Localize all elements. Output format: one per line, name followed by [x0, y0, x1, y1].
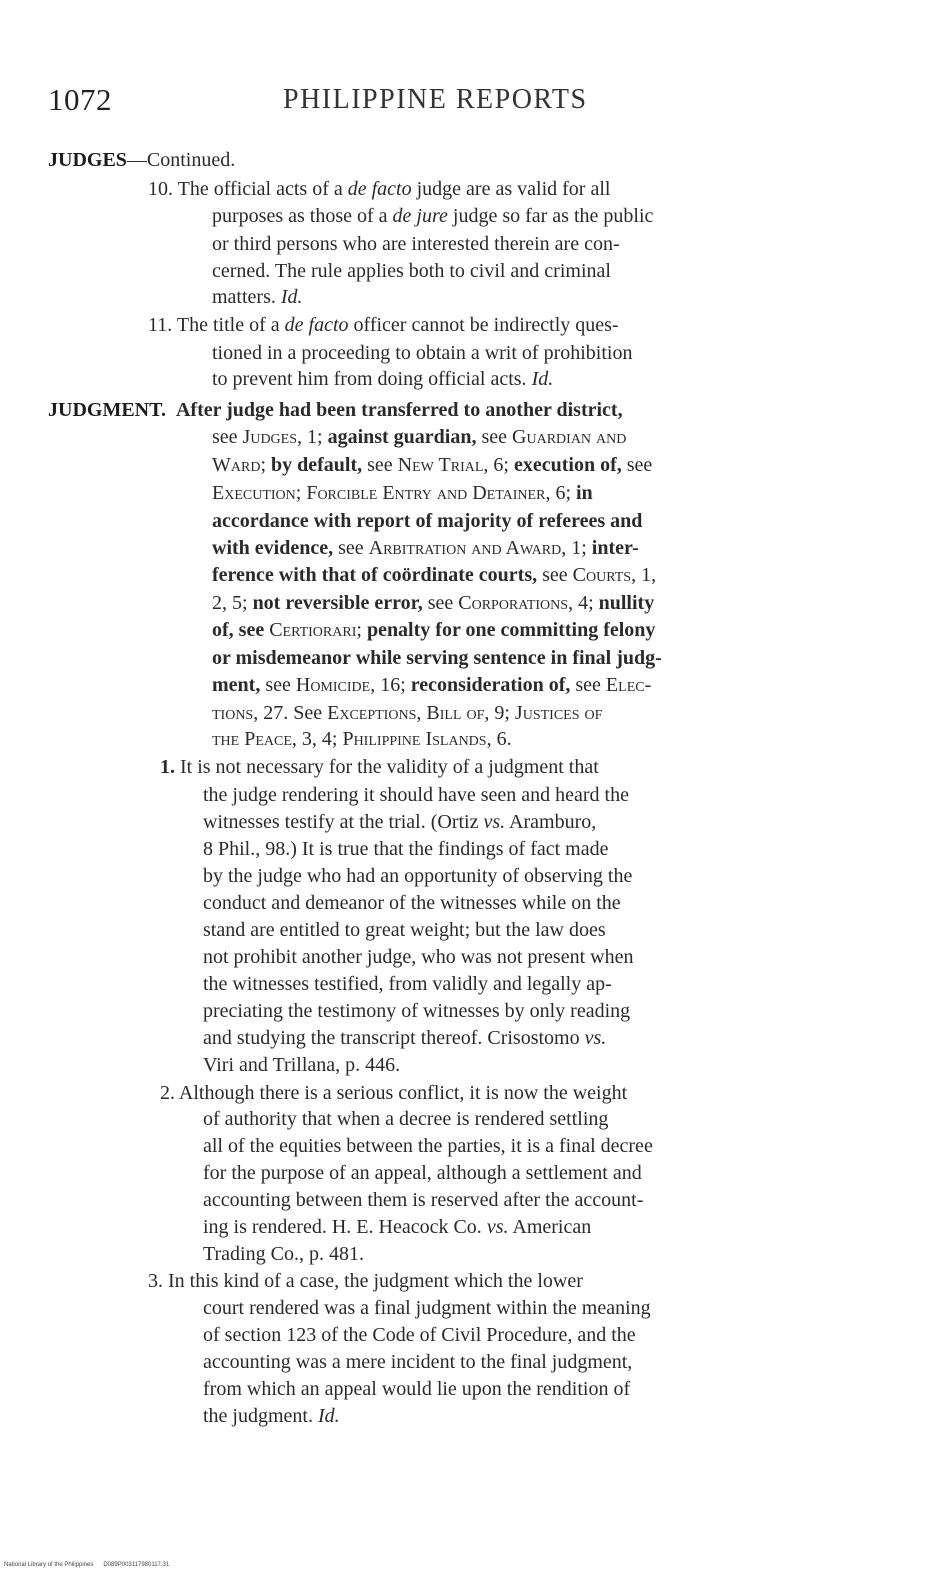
item-2-line-5: accounting between them is reserved after the account-: [203, 1189, 644, 1211]
text: In this kind of a case, the judgment which the lower: [163, 1270, 583, 1292]
continued-label: —Continued.: [126, 149, 236, 171]
item-2-line-7: Trading Co., p. 481.: [203, 1243, 364, 1265]
judgment-line-12: [212, 700, 602, 726]
judgment-heading: JUDGMENT.: [48, 399, 166, 421]
text: see: [621, 454, 653, 476]
item-2-line-4: for the purpose of an appeal, although a settlement and: [203, 1162, 642, 1184]
text: see: [260, 674, 296, 696]
versus: vs.: [584, 1027, 607, 1049]
judgment-line-5: accordance with report of majority of referees and: [212, 510, 643, 532]
cross-ref: Certiorari: [269, 619, 357, 641]
judgment-line-7: [212, 562, 656, 588]
topic: ment,: [212, 674, 261, 696]
judgment-line-11: [212, 672, 651, 698]
library-credit: National Library of the Philippines: [4, 1562, 94, 1568]
cross-ref: Philippine Islands: [342, 728, 487, 750]
item-1-line-9: the witnesses testified, from validly and legally ap-: [203, 973, 612, 995]
item-3-line-5: from which an appeal would lie upon the rendition of: [203, 1378, 631, 1400]
topic: not reversible error,: [252, 592, 423, 614]
item-2-line-2: of authority that when a decree is rendered settling: [203, 1108, 609, 1130]
topic: After judge had been transferred to another district,: [175, 399, 623, 421]
item-1-line-12: Viri and Trillana, p. 446.: [203, 1054, 401, 1076]
item-3-line-4: accounting was a mere incident to the final judgment,: [203, 1351, 633, 1373]
text: , 1;: [297, 426, 328, 448]
judgment-line-4: [212, 480, 593, 506]
citation-id: Id.: [280, 286, 303, 308]
item-2-line-6: [203, 1214, 591, 1240]
versus: vs.: [486, 1216, 509, 1238]
cross-ref: Judges: [242, 426, 297, 448]
item-11-line-3: [212, 366, 553, 392]
topic: in: [576, 482, 593, 504]
judgment-line-1: [48, 397, 623, 423]
text: matters.: [212, 286, 281, 308]
text: see: [537, 564, 573, 586]
topic: inter-: [591, 537, 639, 559]
text: , 3, 4;: [291, 728, 343, 750]
item-1-line-8: not prohibit another judge, who was not present when: [203, 946, 634, 968]
judgment-line-6: [212, 535, 639, 561]
cross-ref: Execution: [212, 482, 296, 504]
item-number: 11.: [148, 314, 173, 336]
text: , 16;: [370, 674, 411, 696]
judgment-line-13: [212, 726, 512, 752]
judges-heading-line: [48, 147, 235, 173]
item-11-line-2: tioned in a proceeding to obtain a writ of prohibition: [212, 342, 633, 364]
item-1-line-7: stand are entitled to great weight; but the law does: [203, 919, 606, 941]
text: see: [362, 454, 398, 476]
topic: reconsideration of,: [410, 674, 571, 696]
text: The title of a: [172, 314, 285, 336]
text: judge are as valid for all: [411, 178, 611, 200]
page-number: 1072: [48, 82, 112, 117]
scan-code: D089P003117980117.31: [103, 1562, 170, 1568]
text: 2, 5;: [212, 592, 253, 614]
item-1-line-3: [203, 809, 596, 835]
item-number: 2.: [160, 1082, 175, 1104]
topic: of, see: [212, 619, 270, 641]
item-10-line-3: or third persons who are interested therein are con-: [212, 233, 620, 255]
item-number: 1.: [160, 756, 175, 778]
item-10-line-1: [148, 176, 610, 202]
judgment-line-8: [212, 590, 654, 616]
judgment-line-3: [212, 452, 652, 478]
cross-ref: Justices of: [514, 702, 603, 724]
topic: execution of,: [513, 454, 622, 476]
text: witnesses testify at the trial. (Ortiz: [203, 811, 484, 833]
judgment-line-2: [212, 424, 626, 450]
item-3-line-2: court rendered was a final judgment within the meaning: [203, 1297, 651, 1319]
text: , 1,: [631, 564, 657, 586]
topic: against guardian,: [327, 426, 477, 448]
text: the judgment.: [203, 1405, 318, 1427]
item-1-line-2: the judge rendering it should have seen and heard the: [203, 784, 629, 806]
item-2-line-3: all of the equities between the parties, it is a final decree: [203, 1135, 653, 1157]
text: see: [212, 426, 243, 448]
item-1-line-4: 8 Phil., 98.) It is true that the findings of fact made: [203, 838, 609, 860]
running-title: PHILIPPINE REPORTS: [283, 84, 588, 115]
cross-ref: Courts: [572, 564, 632, 586]
text: ;: [295, 482, 307, 504]
topic: ference with that of coördinate courts,: [212, 564, 538, 586]
item-11-line-1: [148, 312, 619, 338]
text: officer cannot be indirectly ques-: [348, 314, 619, 336]
text: , 4;: [568, 592, 599, 614]
text: see: [476, 426, 513, 448]
text: The official acts of a: [173, 178, 348, 200]
item-10-line-5: [212, 284, 303, 310]
item-number: 3.: [148, 1270, 163, 1292]
text: to prevent him from doing official acts.: [212, 368, 532, 390]
item-3-line-3: of section 123 of the Code of Civil Procedure, and the: [203, 1324, 636, 1346]
item-3-line-6: [203, 1403, 340, 1429]
cross-ref: tions: [212, 702, 254, 724]
item-1-line-11: [203, 1025, 606, 1051]
judgment-line-10: or misdemeanor while serving sentence in final judg-: [212, 647, 662, 669]
latin-term: de jure: [392, 205, 448, 227]
text: American: [508, 1216, 592, 1238]
citation-id: Id.: [317, 1405, 340, 1427]
text: Although there is a serious conflict, it is now the weight: [175, 1082, 628, 1104]
judges-heading: JUDGES: [48, 149, 127, 171]
text: , 1;: [561, 537, 592, 559]
text: see: [570, 674, 606, 696]
topic: penalty for one committing felony: [366, 619, 656, 641]
text: see: [422, 592, 459, 614]
text: , 9;: [484, 702, 515, 724]
text: ;: [260, 454, 271, 476]
scan-footer: [4, 1562, 179, 1568]
judgment-line-9: [212, 617, 655, 643]
latin-term: de facto: [347, 178, 412, 200]
text: , 6.: [486, 728, 512, 750]
cross-ref: Arbitration and Award: [368, 537, 562, 559]
cross-ref: Ward: [212, 454, 261, 476]
text: purposes as those of a: [212, 205, 393, 227]
cross-ref: Exceptions, Bill of: [327, 702, 485, 724]
item-3-line-1: [148, 1268, 583, 1294]
item-1-line-1: [160, 754, 599, 780]
citation-id: Id.: [531, 368, 554, 390]
text: see: [333, 537, 369, 559]
cross-ref: Corporations: [458, 592, 569, 614]
text: ing is rendered. H. E. Heacock Co.: [203, 1216, 487, 1238]
item-10-line-2: [212, 203, 653, 229]
item-number: 10.: [148, 178, 173, 200]
text: judge so far as the public: [447, 205, 654, 227]
text: ;: [356, 619, 367, 641]
topic: with evidence,: [212, 537, 334, 559]
item-1-line-5: by the judge who had an opportunity of observing the: [203, 865, 633, 887]
item-2-line-1: [160, 1080, 627, 1106]
cross-ref: Elec-: [605, 674, 652, 696]
item-1-line-6: conduct and demeanor of the witnesses while on the: [203, 892, 621, 914]
text: , 6;: [483, 454, 514, 476]
topic: nullity: [598, 592, 655, 614]
topic: by default,: [271, 454, 363, 476]
text: , 27. See: [253, 702, 328, 724]
versus: vs.: [483, 811, 506, 833]
cross-ref: Forcible Entry and Detainer: [306, 482, 546, 504]
latin-term: de facto: [284, 314, 349, 336]
cross-ref: New Trial: [397, 454, 484, 476]
cross-ref: Homicide: [295, 674, 371, 696]
cross-ref: the Peace: [212, 728, 292, 750]
text: , 6;: [545, 482, 576, 504]
text: and studying the transcript thereof. Crisostomo: [203, 1027, 585, 1049]
text: It is not necessary for the validity of a judgment that: [175, 756, 599, 778]
cross-ref: Guardian and: [512, 426, 627, 448]
item-10-line-4: cerned. The rule applies both to civil and criminal: [212, 260, 611, 282]
text: Aramburo,: [505, 811, 597, 833]
item-1-line-10: preciating the testimony of witnesses by only reading: [203, 1000, 631, 1022]
